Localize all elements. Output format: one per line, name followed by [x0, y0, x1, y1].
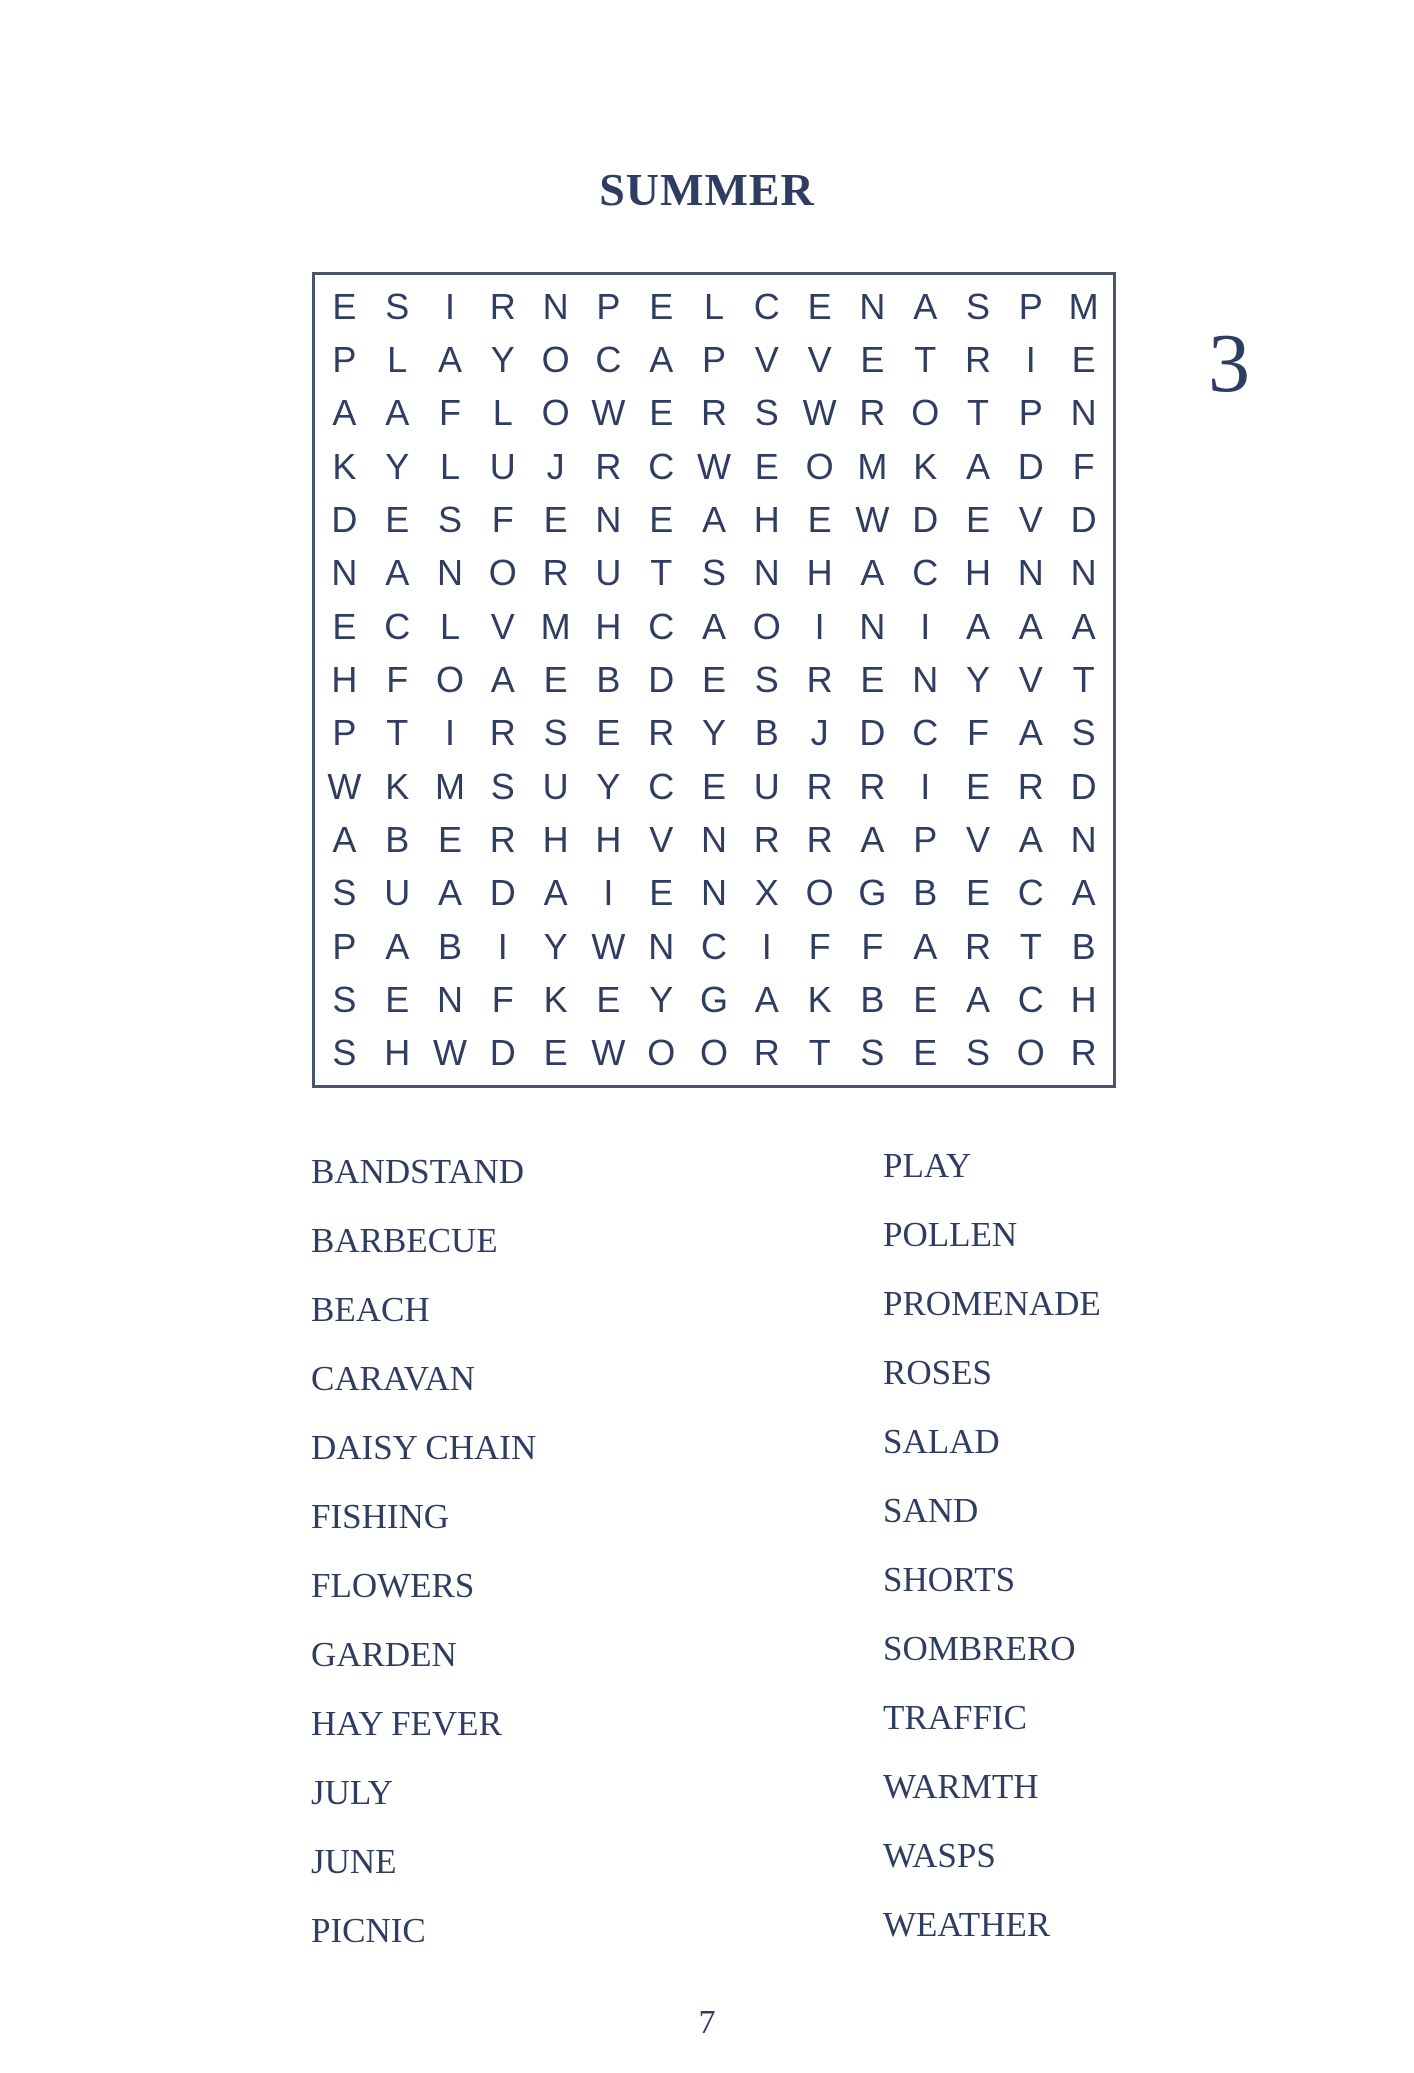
grid-letter: E: [649, 498, 674, 540]
grid-letter: V: [1018, 658, 1043, 700]
grid-letter: G: [699, 978, 728, 1020]
grid-letter: Y: [385, 445, 410, 487]
grid-letter: E: [649, 872, 674, 914]
grid-letter: R: [964, 925, 991, 967]
grid-letter: N: [753, 552, 780, 594]
grid-letter: E: [701, 658, 726, 700]
word-list-item: BEACH: [311, 1290, 430, 1329]
grid-letter: P: [596, 285, 621, 327]
grid-letter: Y: [596, 765, 621, 807]
grid-letter: H: [331, 658, 358, 700]
grid-letter: S: [754, 658, 779, 700]
word-list-item: BARBECUE: [311, 1221, 498, 1260]
grid-letter: U: [542, 765, 569, 807]
grid-letter: N: [700, 872, 727, 914]
grid-letter: A: [1071, 872, 1096, 914]
grid-letter: N: [595, 498, 622, 540]
grid-letter: E: [543, 1032, 568, 1074]
grid-letter: S: [437, 498, 462, 540]
word-list-item: SOMBRERO: [883, 1629, 1076, 1668]
grid-letter: K: [913, 445, 938, 487]
grid-letter: N: [859, 285, 886, 327]
grid-letter: S: [1071, 712, 1096, 754]
grid-letter: R: [542, 552, 569, 594]
grid-letter: S: [543, 712, 568, 754]
grid-letter: C: [648, 605, 675, 647]
grid-letter: H: [595, 605, 622, 647]
word-list-item: SALAD: [883, 1422, 1000, 1461]
grid-letter: K: [332, 445, 357, 487]
grid-letter: F: [386, 658, 409, 700]
grid-letter: A: [965, 605, 990, 647]
grid-letter: I: [444, 712, 455, 754]
grid-letter: A: [649, 338, 674, 380]
grid-letter: G: [858, 872, 887, 914]
grid-letter: E: [860, 338, 885, 380]
grid-letter: E: [649, 392, 674, 434]
grid-letter: D: [489, 1032, 516, 1074]
grid-letter: A: [965, 978, 990, 1020]
grid-letter: R: [753, 818, 780, 860]
grid-letter: W: [697, 445, 731, 487]
grid-letter: E: [965, 498, 990, 540]
grid-letter: V: [965, 818, 990, 860]
grid-letter: E: [385, 498, 410, 540]
grid-letter: P: [701, 338, 726, 380]
grid-letter: F: [438, 392, 461, 434]
grid-letter: R: [648, 712, 675, 754]
word-list-item: HAY FEVER: [311, 1704, 502, 1743]
grid-letter: P: [332, 712, 357, 754]
grid-letter: C: [384, 605, 411, 647]
grid-letter: T: [1072, 658, 1095, 700]
grid-letter: F: [966, 712, 989, 754]
grid-letter: C: [912, 712, 939, 754]
grid-letter: A: [437, 338, 462, 380]
grid-letter: I: [444, 285, 455, 327]
word-list-item: WARMTH: [883, 1767, 1039, 1806]
grid-letter: P: [332, 925, 357, 967]
grid-letter: S: [965, 285, 990, 327]
grid-letter: A: [332, 392, 357, 434]
grid-letter: E: [596, 978, 621, 1020]
grid-letter: A: [860, 818, 885, 860]
word-list-item: GARDEN: [311, 1635, 457, 1674]
grid-letter: L: [703, 285, 724, 327]
grid-letter: U: [595, 552, 622, 594]
grid-letter: R: [700, 392, 727, 434]
grid-letter: O: [1016, 1032, 1045, 1074]
grid-letter: D: [912, 498, 939, 540]
grid-letter: P: [1018, 392, 1043, 434]
grid-letter: R: [806, 818, 833, 860]
grid-letter: E: [543, 658, 568, 700]
grid-letter: R: [489, 712, 516, 754]
grid-letter: E: [807, 498, 832, 540]
word-list-item: BANDSTAND: [311, 1152, 525, 1191]
grid-letter: E: [965, 765, 990, 807]
grid-letter: A: [701, 498, 726, 540]
word-list-item: WEATHER: [883, 1905, 1051, 1944]
grid-letter: F: [861, 925, 884, 967]
word-list-item: JULY: [311, 1773, 394, 1812]
grid-letter: N: [859, 605, 886, 647]
grid-letter: J: [810, 712, 829, 754]
grid-letter: R: [489, 818, 516, 860]
grid-letter: O: [647, 1032, 676, 1074]
grid-letter: O: [752, 605, 781, 647]
grid-letter: A: [437, 872, 462, 914]
grid-letter: N: [648, 925, 675, 967]
grid-letter: O: [699, 1032, 728, 1074]
grid-letter: O: [541, 392, 570, 434]
grid-letter: H: [595, 818, 622, 860]
word-list-item: PLAY: [883, 1146, 972, 1185]
grid-letter: V: [807, 338, 832, 380]
word-list-item: WASPS: [883, 1836, 996, 1875]
grid-letter: X: [754, 872, 779, 914]
grid-letter: W: [591, 1032, 626, 1074]
grid-letter: L: [387, 338, 408, 380]
grid-letter: N: [331, 552, 358, 594]
grid-letter: N: [912, 658, 939, 700]
grid-letter: U: [384, 872, 411, 914]
grid-letter: A: [913, 925, 938, 967]
grid-letter: S: [332, 978, 357, 1020]
grid-letter: N: [542, 285, 569, 327]
grid-letter: V: [649, 818, 674, 860]
grid-letter: B: [1071, 925, 1096, 967]
word-list-left: [311, 1142, 536, 1970]
grid-letter: I: [814, 605, 825, 647]
grid-letter: M: [857, 445, 888, 487]
word-list-right: [883, 1136, 1101, 1964]
grid-letter: T: [914, 338, 937, 380]
grid-letter: A: [1018, 712, 1043, 754]
grid-letter: M: [1068, 285, 1099, 327]
grid-letter: U: [489, 445, 516, 487]
grid-letter: D: [1017, 445, 1044, 487]
grid-letter: A: [860, 552, 885, 594]
grid-letter: B: [754, 712, 779, 754]
grid-letter: A: [913, 285, 938, 327]
word-list-item: ROSES: [883, 1353, 992, 1392]
word-list-item: FISHING: [311, 1497, 450, 1536]
grid-letter: C: [753, 285, 780, 327]
grid-letter: O: [541, 338, 570, 380]
grid-letter: F: [1072, 445, 1095, 487]
grid-letter: E: [596, 712, 621, 754]
grid-letter: I: [761, 925, 772, 967]
word-list-item: DAISY CHAIN: [311, 1428, 537, 1467]
grid-letter: A: [965, 445, 990, 487]
puzzle-number: 3: [1208, 317, 1250, 410]
grid-letter: E: [649, 285, 674, 327]
grid-letter: F: [808, 925, 831, 967]
grid-letter: N: [1070, 392, 1097, 434]
word-list-item: POLLEN: [883, 1215, 1018, 1254]
grid-letter: N: [1017, 552, 1044, 594]
grid-letter: E: [701, 765, 726, 807]
grid-letter: J: [546, 445, 565, 487]
grid-letter: B: [860, 978, 885, 1020]
grid-letter: E: [1071, 338, 1096, 380]
word-list-item: SAND: [883, 1491, 979, 1530]
grid-letter: W: [591, 925, 626, 967]
grid-letter: I: [920, 765, 931, 807]
grid-letter: H: [964, 552, 991, 594]
grid-letter: K: [385, 765, 410, 807]
grid-letter: D: [1070, 765, 1097, 807]
grid-letter: K: [807, 978, 832, 1020]
grid-letter: D: [489, 872, 516, 914]
grid-letter: A: [385, 925, 410, 967]
grid-letter: S: [860, 1032, 885, 1074]
grid-letter: R: [1017, 765, 1044, 807]
grid-letter: B: [596, 658, 621, 700]
grid-letter: R: [806, 658, 833, 700]
grid-letter: S: [385, 285, 410, 327]
grid-letter: Y: [649, 978, 674, 1020]
grid-letter: M: [434, 765, 465, 807]
grid-letter: S: [490, 765, 515, 807]
word-list-item: SHORTS: [883, 1560, 1016, 1599]
grid-letter: P: [913, 818, 938, 860]
grid-letter: A: [385, 392, 410, 434]
page-title: SUMMER: [599, 164, 815, 215]
word-list-item: TRAFFIC: [883, 1698, 1027, 1737]
grid-letter: U: [753, 765, 780, 807]
grid-letter: O: [805, 445, 834, 487]
grid-letter: L: [439, 445, 460, 487]
grid-letter: E: [437, 818, 462, 860]
grid-letter: A: [332, 818, 357, 860]
grid-letter: A: [385, 552, 410, 594]
grid-letter: D: [859, 712, 886, 754]
word-list-item: FLOWERS: [311, 1566, 475, 1605]
grid-letter: E: [385, 978, 410, 1020]
grid-letter: A: [1018, 605, 1043, 647]
grid-letter: R: [859, 765, 886, 807]
grid-letter: A: [1018, 818, 1043, 860]
grid-letter: A: [543, 872, 568, 914]
grid-letter: V: [1018, 498, 1043, 540]
grid-letter: C: [1017, 978, 1044, 1020]
grid-letter: T: [966, 392, 989, 434]
grid-letter: L: [439, 605, 460, 647]
grid-letter: R: [1070, 1032, 1097, 1074]
grid-letter: E: [332, 605, 357, 647]
grid-letter: P: [332, 338, 357, 380]
grid-letter: L: [492, 392, 513, 434]
grid-letter: W: [591, 392, 626, 434]
word-list-item: PICNIC: [311, 1911, 426, 1950]
grid-letter: W: [802, 392, 837, 434]
word-list-item: JUNE: [311, 1842, 397, 1881]
grid-letter: P: [1018, 285, 1043, 327]
grid-letter: N: [1070, 552, 1097, 594]
grid-letter: C: [648, 765, 675, 807]
grid-letter: E: [913, 1032, 938, 1074]
grid-letter: A: [754, 978, 779, 1020]
grid-letter: W: [327, 765, 362, 807]
grid-letter: N: [700, 818, 727, 860]
grid-letter: T: [1019, 925, 1042, 967]
grid-letter: D: [648, 658, 675, 700]
grid-letter: C: [1017, 872, 1044, 914]
grid-letter: S: [701, 552, 726, 594]
grid-letter: B: [385, 818, 410, 860]
grid-letter: Y: [965, 658, 990, 700]
grid-letter: D: [1070, 498, 1097, 540]
grid-letter: S: [754, 392, 779, 434]
grid-letter: E: [913, 978, 938, 1020]
grid-letter: N: [436, 552, 463, 594]
grid-letter: R: [489, 285, 516, 327]
grid-letter: H: [542, 818, 569, 860]
grid-letter: C: [700, 925, 727, 967]
grid-letter: O: [911, 392, 940, 434]
grid-letter: R: [859, 392, 886, 434]
grid-letter: E: [754, 445, 779, 487]
grid-letter: T: [386, 712, 409, 754]
grid-letter: T: [808, 1032, 831, 1074]
grid-letter: H: [384, 1032, 411, 1074]
grid-letter: V: [754, 338, 779, 380]
grid-letter: Y: [490, 338, 515, 380]
grid-letter: H: [753, 498, 780, 540]
grid-letter: I: [603, 872, 614, 914]
grid-letter: E: [965, 872, 990, 914]
grid-letter: Y: [701, 712, 726, 754]
word-list-item: CARAVAN: [311, 1359, 476, 1398]
grid-letter: M: [540, 605, 571, 647]
grid-letter: E: [807, 285, 832, 327]
grid-letter: F: [491, 978, 514, 1020]
grid-letter: V: [490, 605, 515, 647]
grid-letter: I: [920, 605, 931, 647]
grid-letter: B: [437, 925, 462, 967]
grid-letter: N: [436, 978, 463, 1020]
grid-letter: K: [543, 978, 568, 1020]
grid-letter: Y: [543, 925, 568, 967]
grid-letter: A: [1071, 605, 1096, 647]
grid-letter: R: [964, 338, 991, 380]
grid-letter: T: [650, 552, 673, 594]
grid-letter: A: [701, 605, 726, 647]
grid-letter: R: [806, 765, 833, 807]
grid-letter: E: [860, 658, 885, 700]
grid-letter: S: [965, 1032, 990, 1074]
grid-letter: R: [595, 445, 622, 487]
grid-letter: B: [913, 872, 938, 914]
grid-letter: E: [332, 285, 357, 327]
grid-letter: R: [753, 1032, 780, 1074]
grid-letter: O: [435, 658, 464, 700]
grid-letter: D: [331, 498, 358, 540]
word-list-item: PROMENADE: [883, 1284, 1101, 1323]
word-search-grid: [318, 280, 1110, 1080]
grid-letter: I: [1025, 338, 1036, 380]
grid-letter: O: [805, 872, 834, 914]
grid-letter: O: [488, 552, 517, 594]
grid-letter: A: [490, 658, 515, 700]
grid-letter: W: [433, 1032, 467, 1074]
grid-letter: F: [491, 498, 514, 540]
grid-letter: E: [543, 498, 568, 540]
grid-letter: N: [1070, 818, 1097, 860]
grid-letter: S: [332, 1032, 357, 1074]
grid-letter: W: [855, 498, 890, 540]
grid-letter: C: [912, 552, 939, 594]
page-number: 7: [698, 2004, 716, 2041]
grid-letter: C: [595, 338, 622, 380]
grid-letter: S: [332, 872, 357, 914]
grid-letter: H: [806, 552, 833, 594]
grid-letter: H: [1070, 978, 1097, 1020]
grid-letter: C: [648, 445, 675, 487]
grid-letter: I: [497, 925, 508, 967]
